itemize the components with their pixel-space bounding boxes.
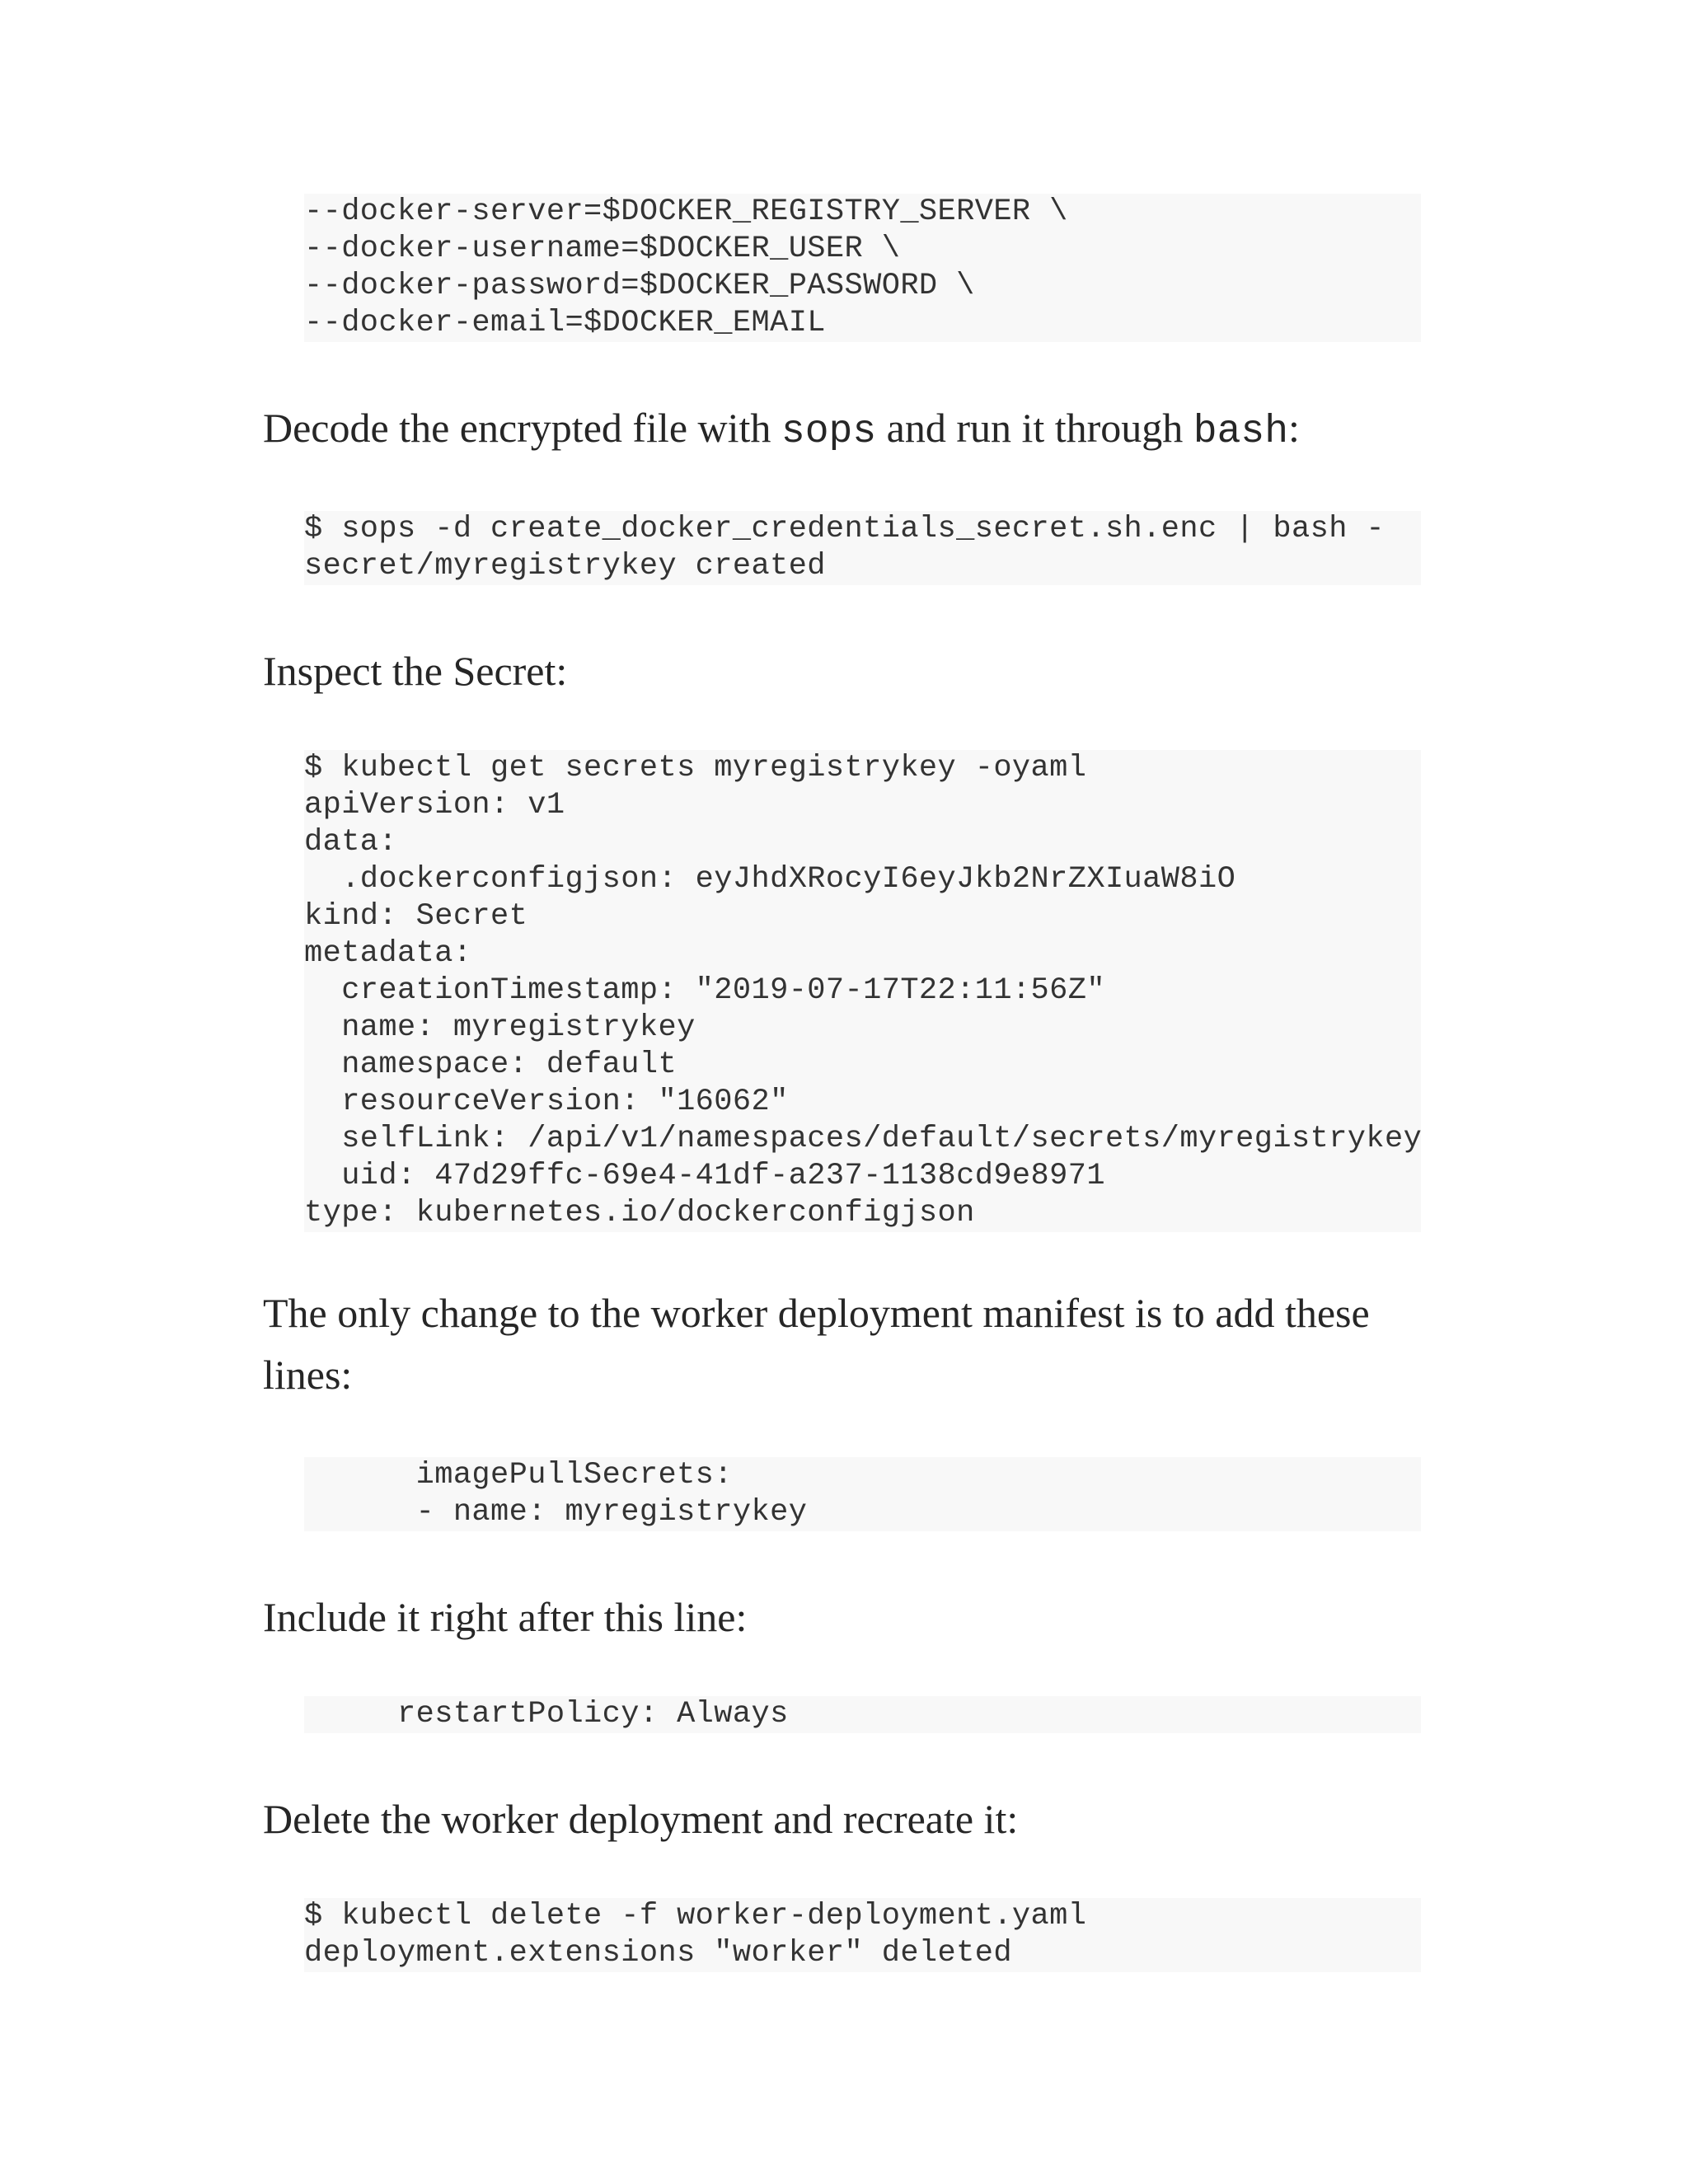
code-block-docker-flags	[304, 194, 1421, 342]
code-line: resourceVersion: "16062"	[304, 1085, 789, 1119]
code-line: $ sops -d create_docker_credentials_secret.sh.enc | bash -	[304, 512, 1386, 546]
code-block-sops-decode	[304, 511, 1421, 585]
paragraph-inspect-secret: Inspect the Secret:	[263, 648, 568, 694]
code-line: --docker-email=$DOCKER_EMAIL	[304, 306, 826, 340]
code-line: imagePullSecrets:	[304, 1458, 733, 1493]
code-line: name: myregistrykey	[304, 1010, 696, 1045]
paragraph-delete-recreate: Delete the worker deployment and recreate it:	[263, 1796, 1019, 1842]
code-line: --docker-username=$DOCKER_USER \	[304, 232, 901, 266]
code-line: apiVersion: v1	[304, 788, 565, 823]
code-line: - name: myregistrykey	[304, 1495, 808, 1530]
code-line: selfLink: /api/v1/namespaces/default/secrets/myregistrykey	[304, 1122, 1423, 1156]
code-block-restart-policy	[304, 1696, 1421, 1733]
paragraph-include-after: Include it right after this line:	[263, 1594, 748, 1640]
code-line: creationTimestamp: "2019-07-17T22:11:56Z"	[304, 973, 1105, 1008]
code-block-image-pull-secrets	[304, 1457, 1421, 1531]
code-line: uid: 47d29ffc-69e4-41df-a237-1138cd9e8971	[304, 1159, 1105, 1193]
code-block-kubectl-delete	[304, 1898, 1421, 1972]
paragraph-text: Decode the encrypted file with	[263, 405, 781, 451]
paragraph-decode-instructions	[263, 397, 1433, 463]
code-line: secret/myregistrykey created	[304, 549, 826, 583]
code-line: --docker-password=$DOCKER_PASSWORD \	[304, 269, 975, 303]
paragraph-text: :	[1288, 405, 1300, 451]
code-line: metadata:	[304, 936, 472, 971]
code-line: data:	[304, 825, 398, 860]
code-block-secret-yaml	[304, 750, 1421, 1232]
code-line: $ kubectl get secrets myregistrykey -oyaml	[304, 751, 1087, 785]
code-line: deployment.extensions "worker" deleted	[304, 1936, 1012, 1971]
paragraph-text: and run it through	[876, 405, 1193, 451]
inline-code-bash: bash	[1193, 410, 1289, 454]
code-line: $ kubectl delete -f worker-deployment.yaml	[304, 1899, 1087, 1933]
code-line: restartPolicy: Always	[304, 1697, 789, 1732]
code-line: kind: Secret	[304, 899, 528, 934]
code-line: .dockerconfigjson: eyJhdXRocyI6eyJkb2NrZXIuaW8iO	[304, 862, 1236, 897]
code-line: --docker-server=$DOCKER_REGISTRY_SERVER \	[304, 194, 1068, 229]
code-line: type: kubernetes.io/dockerconfigjson	[304, 1196, 975, 1230]
inline-code-sops: sops	[781, 410, 877, 454]
paragraph-manifest-change: The only change to the worker deployment manifest is to add these lines:	[263, 1290, 1370, 1398]
code-line: namespace: default	[304, 1047, 678, 1082]
